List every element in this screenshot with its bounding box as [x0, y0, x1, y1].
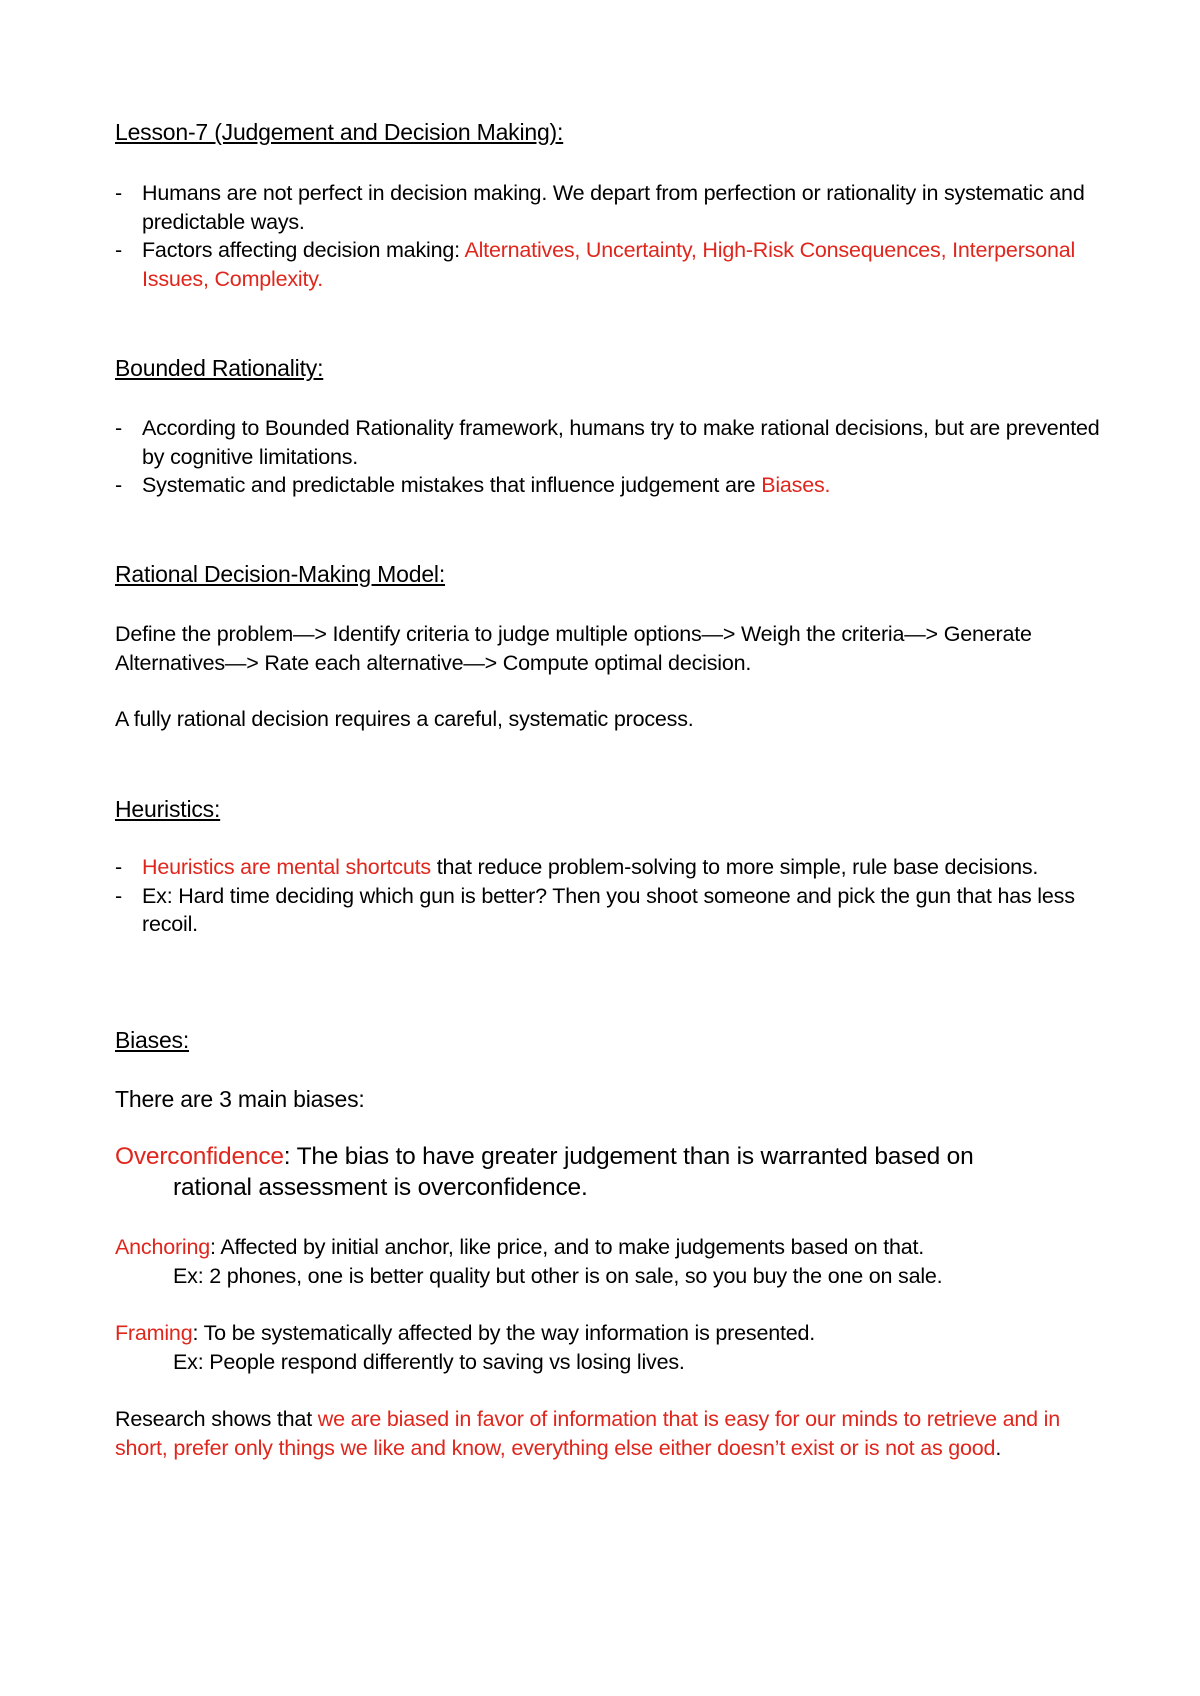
- overconfidence-term: Overconfidence: [115, 1143, 284, 1170]
- lesson-bullet-2: [115, 236, 1105, 293]
- research-pre: Research shows that: [115, 1407, 318, 1431]
- framing-line: [115, 1319, 1105, 1348]
- heuristics-bullet-1: [115, 853, 1105, 882]
- overconfidence-def: : The bias to have greater judgement than is warranted based on: [283, 1143, 974, 1170]
- lesson-bullet-2-pre: Factors affecting decision making:: [142, 238, 465, 262]
- bounded-bullet-2-pre: Systematic and predictable mistakes that influence judgement are: [142, 473, 762, 497]
- bounded-bullet-1: [115, 414, 1105, 471]
- heuristics-highlight: Heuristics are mental shortcuts: [142, 855, 431, 879]
- rational-steps: Define the problem—> Identify criteria to judge multiple options—> Weigh the criteria—> Generate Alternatives—> Rate each alternative—> Compute optimal decision.: [115, 622, 1032, 675]
- lesson-bullet-1: [115, 179, 1105, 236]
- rational-note: A fully rational decision requires a careful, systematic process.: [115, 707, 694, 731]
- anchoring-block: [115, 1233, 1105, 1290]
- lesson-bullet-1-text: Humans are not perfect in decision making. We depart from perfection or rationality in systematic and predictable ways.: [142, 181, 1085, 234]
- anchoring-example: Ex: 2 phones, one is better quality but other is on sale, so you buy the one on sale.: [173, 1263, 943, 1288]
- heuristics-bullet-1-post: that reduce problem-solving to more simple, rule base decisions.: [430, 855, 1039, 879]
- rational-heading: Rational Decision-Making Model:: [115, 561, 446, 587]
- framing-def: : To be systematically affected by the way information is presented.: [192, 1321, 816, 1345]
- research-paragraph: [115, 1405, 1105, 1462]
- anchoring-line: [115, 1233, 1105, 1262]
- bounded-bullets: [115, 414, 1105, 500]
- bounded-bullet-1-text: According to Bounded Rationality framework, humans try to make rational decisions, but are prevented by cognitive limitations.: [142, 416, 1100, 469]
- heuristics-bullet-2-text: Ex: Hard time deciding which gun is better? Then you shoot someone and pick the gun that has less recoil.: [142, 883, 1075, 936]
- overconfidence-line: [115, 1141, 1105, 1172]
- heuristics-bullets: [115, 853, 1105, 939]
- bounded-bullet-2: [115, 471, 1105, 500]
- research-highlight: we are biased in favor of information that is easy for our minds to retrieve and in short, prefer only things we like and know, everything else either doesn’t exist or is not as good: [115, 1407, 1061, 1460]
- research-end: .: [995, 1435, 1002, 1460]
- biases-intro: There are 3 main biases:: [115, 1086, 365, 1112]
- anchoring-def: : Affected by initial anchor, like price, and to make judgements based on that.: [210, 1235, 925, 1259]
- bounded-biases-highlight: Biases.: [761, 473, 831, 497]
- anchoring-term: Anchoring: [115, 1235, 211, 1259]
- framing-block: [115, 1319, 1105, 1376]
- framing-example: Ex: People respond differently to saving vs losing lives.: [173, 1349, 685, 1374]
- lesson-factors-highlight: Alternatives, Uncertainty, High-Risk Consequences, Interpersonal Issues, Complexity.: [142, 238, 1076, 291]
- heuristics-heading: Heuristics:: [115, 796, 221, 822]
- lesson-heading: Lesson-7 (Judgement and Decision Making):: [115, 119, 564, 145]
- bounded-heading: Bounded Rationality:: [115, 355, 324, 381]
- heuristics-bullet-2: [115, 882, 1105, 939]
- overconfidence-block: [115, 1141, 1105, 1203]
- lesson-bullets: [115, 179, 1105, 293]
- framing-term: Framing: [115, 1321, 193, 1345]
- overconfidence-cont: rational assessment is overconfidence.: [173, 1174, 588, 1201]
- biases-heading: Biases:: [115, 1027, 190, 1053]
